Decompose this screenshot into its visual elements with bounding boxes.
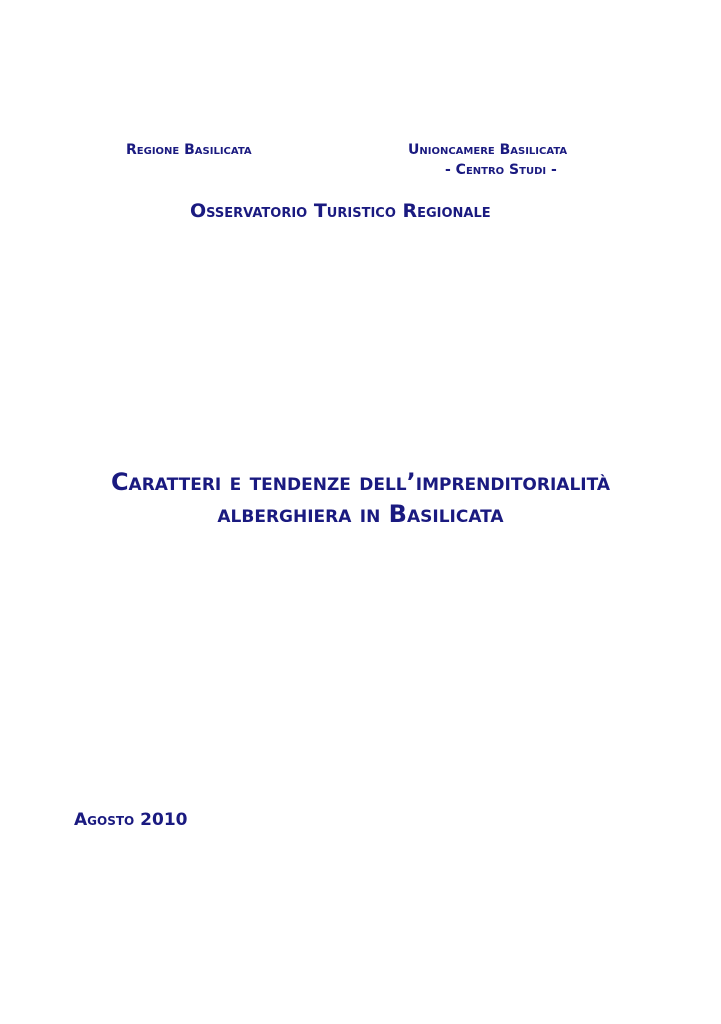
org-unioncamere-basilicata: Unioncamere Basilicata <box>408 142 568 158</box>
document-title-line-2: alberghiera in Basilicata <box>217 500 504 528</box>
document-date: Agosto 2010 <box>74 810 188 830</box>
observatory-name: Osservatorio Turistico Regionale <box>190 200 491 222</box>
org-centro-studi: - Centro Studi - <box>445 162 557 178</box>
org-regione-basilicata: Regione Basilicata <box>126 142 252 158</box>
document-title-line-1: Caratteri e tendenze dell’imprenditorialità <box>110 468 611 496</box>
